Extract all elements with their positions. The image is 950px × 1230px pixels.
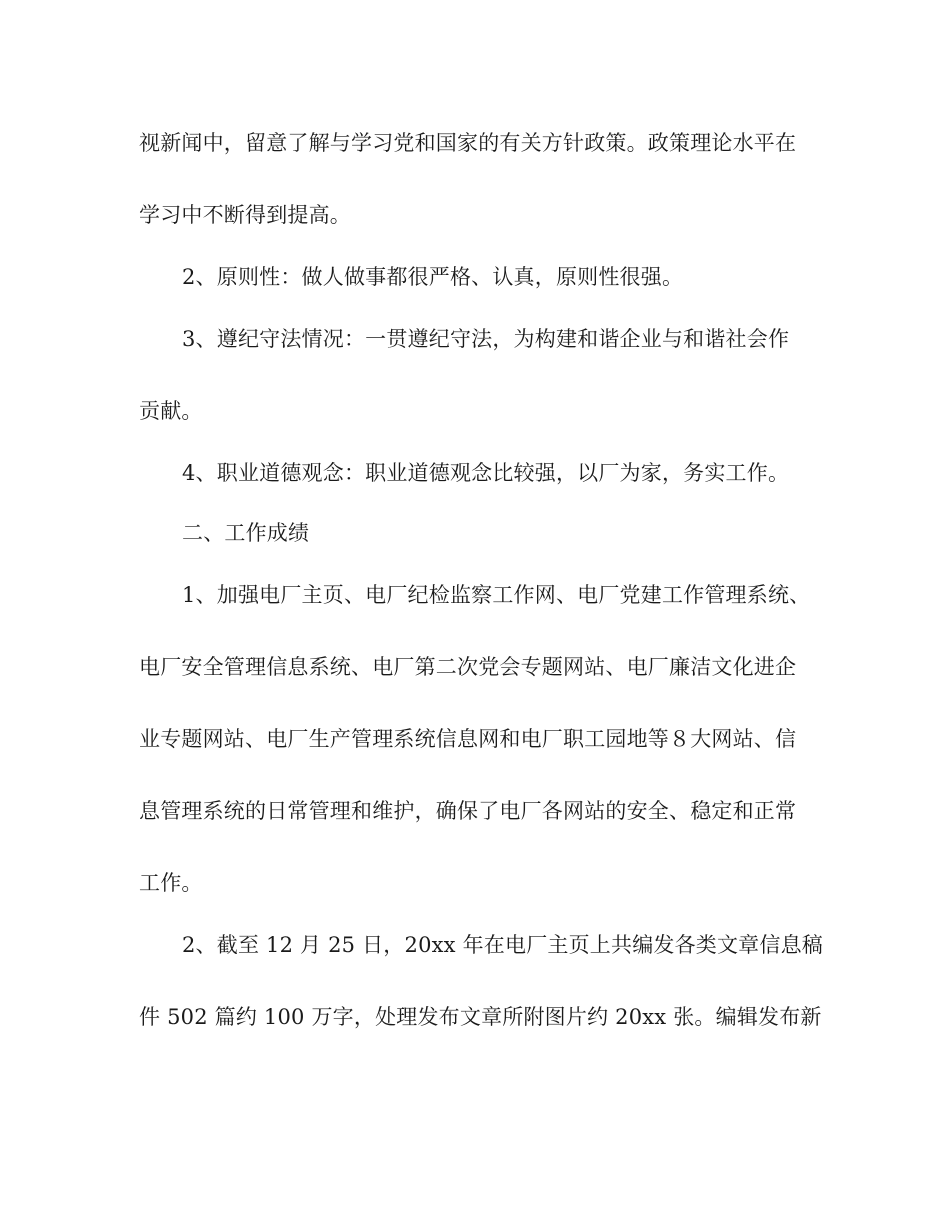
text-line: 视新闻中，留意了解与学习党和国家的有关方针政策。政策理论水平在 [139,131,797,155]
text-line: 息管理系统的日常管理和维护，确保了电厂各网站的安全、稳定和正常 [139,799,797,823]
text-line: 2、截至 12 月 25 日，20xx 年在电厂主页上共编发各类文章信息稿 [182,933,823,957]
text-line: 4、职业道德观念：职业道德观念比较强，以厂为家，务实工作。 [182,461,790,485]
text-line: 电厂安全管理信息系统、电厂第二次党会专题网站、电厂廉洁文化进企 [139,655,797,679]
section-heading: 二、工作成绩 [182,521,310,545]
text-line: 工作。 [139,871,203,895]
text-line: 2、原则性：做人做事都很严格、认真，原则性很强。 [182,265,684,289]
text-line: 3、遵纪守法情况：一贯遵纪守法，为构建和谐企业与和谐社会作 [182,327,790,351]
text-line: 贡献。 [139,399,203,423]
text-line: 业专题网站、电厂生产管理系统信息网和电厂职工园地等８大网站、信 [139,727,797,751]
text-line: 件 502 篇约 100 万字，处理发布文章所附图片约 20xx 张。编辑发布新 [139,1005,822,1029]
text-line: 1、加强电厂主页、电厂纪检监察工作网、电厂党建工作管理系统、 [182,583,811,607]
text-line: 学习中不断得到提高。 [139,203,351,227]
